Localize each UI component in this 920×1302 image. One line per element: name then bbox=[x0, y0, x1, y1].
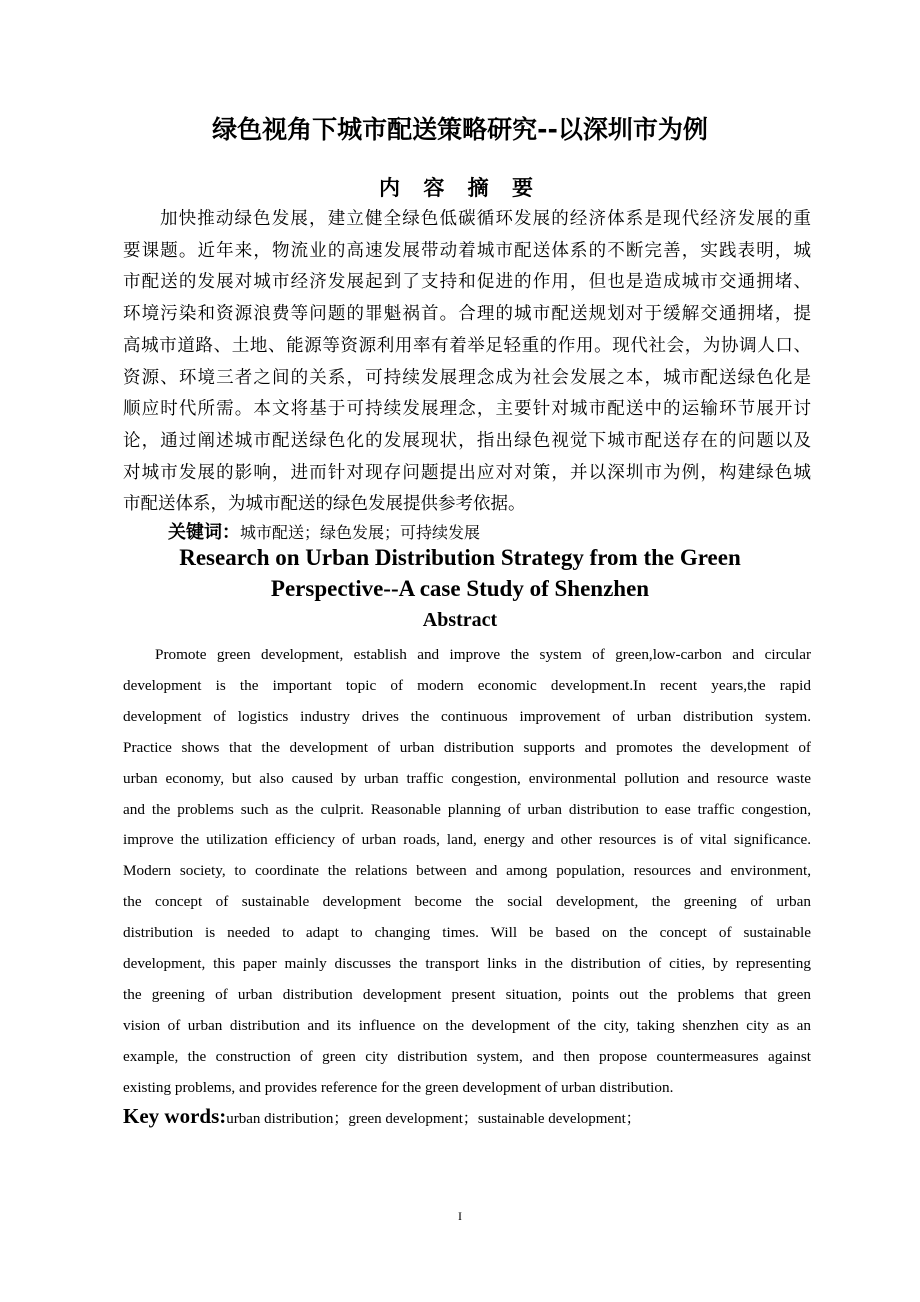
keywords-en-label: Key words: bbox=[123, 1104, 227, 1128]
page-number: I bbox=[458, 1209, 462, 1223]
abstract-en-line: the greening of urban distribution development present situation, points out the problems that green bbox=[123, 985, 811, 1003]
abstract-en-line: development, this paper mainly discusses the transport links in the distribution of cities, by representing bbox=[123, 955, 811, 972]
abstract-en-line: development is the important topic of modern economic development.In recent years,the rapid bbox=[123, 676, 811, 694]
abstract-heading-en: Abstract bbox=[422, 609, 498, 631]
abstract-cn-line: 对城市发展的影响，进而针对现存问题提出应对对策，并以深圳市为例，构建绿色城 bbox=[123, 462, 811, 483]
abstract-en-line: distribution is needed to adapt to changing times. Will be based on the concept of sustainable bbox=[123, 924, 811, 942]
abstract-en-line: the concept of sustainable development become the social development, the greening of urban bbox=[123, 893, 811, 911]
keywords-cn-value: 城市配送；绿色发展；可持续发展 bbox=[240, 523, 481, 542]
abstract-cn-line: 要课题。近年来，物流业的高速发展带动着城市配送体系的不断完善，实践表明，城 bbox=[123, 240, 811, 261]
abstract-en-line: vision of urban distribution and its influence on the development of the city, taking shenzhen city as an bbox=[123, 1016, 811, 1034]
document-title-en-line-1: Research on Urban Distribution Strategy from the Green bbox=[179, 545, 741, 570]
abstract-en-line: Modern society, to coordinate the relations between and among population, resources and environment, bbox=[123, 862, 811, 880]
abstract-en-line: Practice shows that the development of urban distribution supports and promotes the development of bbox=[123, 738, 811, 756]
abstract-cn-line: 市配送的发展对城市经济发展起到了支持和促进的作用，但也是造成城市交通拥堵、 bbox=[123, 272, 811, 293]
abstract-cn-line: 市配送体系，为城市配送的绿色发展提供参考依据。 bbox=[123, 494, 526, 515]
keywords-en bbox=[123, 1104, 641, 1129]
abstract-en-line: example, the construction of green city distribution system, and then propose countermeasures against bbox=[123, 1047, 811, 1065]
abstract-heading-cn: 内 容 摘 要 bbox=[379, 176, 541, 200]
abstract-cn-line: 资源、环境三者之间的关系，可持续发展理念成为社会发展之本，城市配送绿色化是 bbox=[123, 367, 811, 388]
abstract-en-line: and the problems such as the culprit. Reasonable planning of urban distribution to ease traffic congestion, bbox=[123, 800, 811, 818]
document-title-en-line-2: Perspective--A case Study of Shenzhen bbox=[270, 576, 650, 601]
keywords-cn bbox=[168, 518, 480, 544]
abstract-en-line: development of logistics industry drives the continuous improvement of urban distribution system. bbox=[123, 707, 811, 725]
abstract-cn-line: 加快推动绿色发展，建立健全绿色低碳循环发展的经济体系是现代经济发展的重 bbox=[160, 209, 811, 229]
keywords-cn-label: 关键词： bbox=[168, 522, 240, 543]
abstract-en-line: urban economy, but also caused by urban traffic congestion, environmental pollution and resource waste bbox=[123, 769, 811, 787]
abstract-cn-line: 论，通过阐述城市配送绿色化的发展现状，指出绿色视觉下城市配送存在的问题以及 bbox=[123, 430, 811, 451]
abstract-en-line: Promote green development, establish and improve the system of green,low-carbon and circular bbox=[155, 646, 811, 663]
abstract-cn-line: 环境污染和资源浪费等问题的罪魁祸首。合理的城市配送规划对于缓解交通拥堵，提 bbox=[123, 304, 811, 325]
abstract-cn-line: 顺应时代所需。本文将基于可持续发展理念，主要针对城市配送中的运输环节展开讨 bbox=[123, 399, 811, 420]
keywords-en-value: urban distribution；green development；sustainable development； bbox=[226, 1111, 641, 1127]
abstract-en-line: improve the utilization efficiency of urban roads, land, energy and other resources is of vital significance. bbox=[123, 831, 811, 849]
abstract-cn-line: 高城市道路、土地、能源等资源利用率有着举足轻重的作用。现代社会，为协调人口、 bbox=[123, 335, 811, 356]
abstract-en-line: existing problems, and provides reference for the green development of urban distribution. bbox=[123, 1078, 674, 1096]
document-title-cn: 绿色视角下城市配送策略研究--以深圳市为例 bbox=[212, 115, 708, 144]
